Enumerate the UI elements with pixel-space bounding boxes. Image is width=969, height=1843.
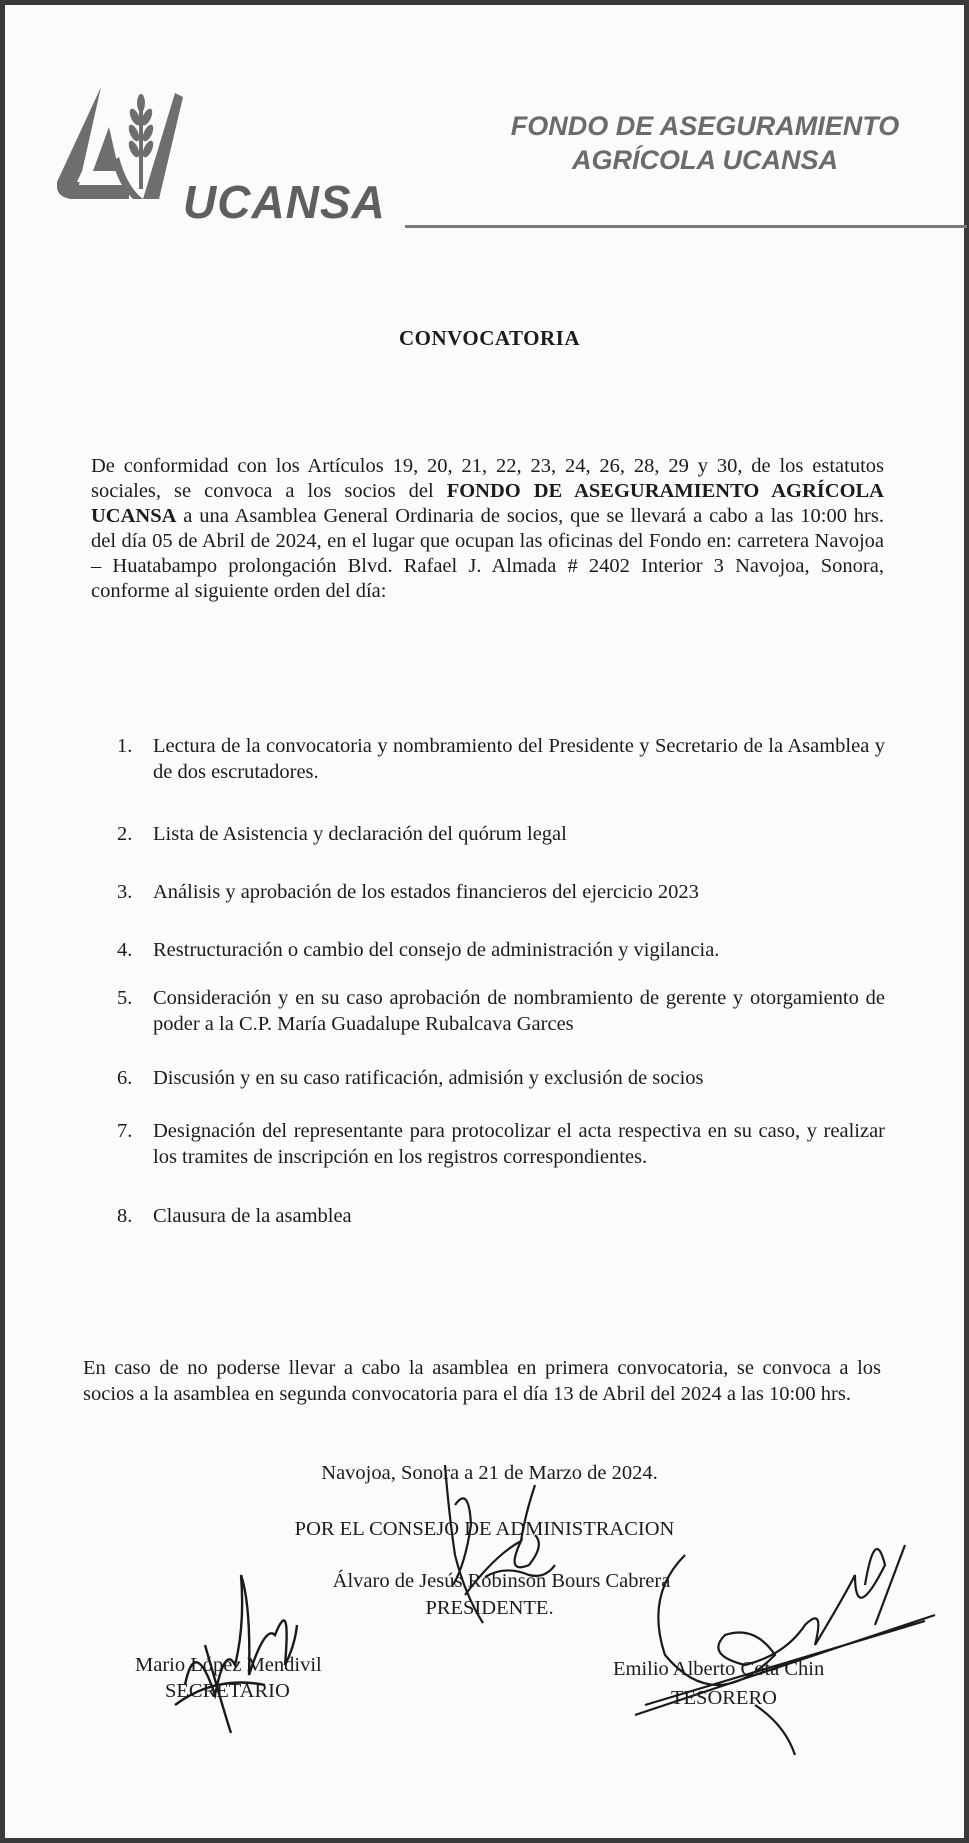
agenda-item-number: 2. [117,823,133,845]
agenda-item-text: Discusión y en su caso ratificación, admisión y exclusión de socios [153,1067,704,1089]
agenda-item-number: 3. [117,881,133,903]
agenda-item-number: 1. [117,735,133,757]
agenda-item-text: Consideración y en su caso aprobación de nombramiento de gerente y otorgamiento de poder a la C.P. María Guadalupe Rubalcava Garces [153,987,885,1035]
agenda-item [117,1065,885,1091]
agenda-item-text: Lista de Asistencia y declaración del quórum legal [153,823,567,845]
agenda-item-number: 4. [117,939,133,961]
agenda-item-text: Análisis y aprobación de los estados financieros del ejercicio 2023 [153,881,699,903]
agenda-item-text: Restructuración o cambio del consejo de administración y vigilancia. [153,939,720,961]
place-and-date: Navojoa, Sonora a 21 de Marzo de 2024. [321,1462,658,1484]
agenda-item-text: Clausura de la asamblea [153,1205,352,1227]
organization-name-line-1: FONDO DE ASEGURAMIENTO [510,111,900,141]
secretary-name: Mario López Mendivil [135,1654,322,1676]
agenda-item [117,821,885,847]
document-page [5,5,964,1838]
intro-text-start: De conformidad con los Artículos 19, 20, 21, 22, 23, 24, 26, 28, 29 y 30, de los estatutos sociales, se convoca a los socios del [91,455,884,502]
treasurer-signature [625,1505,945,1765]
president-title: PRESIDENTE. [425,1597,554,1619]
agenda-item [117,1203,885,1229]
agenda-item-number: 5. [117,987,133,1009]
council-heading: POR EL CONSEJO DE ADMINISTRACION [294,1518,675,1540]
wheat-logo-icon [57,87,197,227]
agenda-item-number: 7. [117,1120,133,1142]
president-name: Álvaro de Jesús Robinson Bours Cabrera [332,1570,671,1592]
agenda-item-text: Designación del representante para protocolizar el acta respectiva en su caso, y realizar los tramites de inscripción en los registros correspondientes. [153,1120,885,1168]
second-call-paragraph: En caso de no poderse llevar a cabo la asamblea en primera convocatoria, se convoca a los socios a la asamblea en segunda convocatoria para el día 13 de Abril del 2024 a las 10:00 hrs. [83,1357,881,1405]
intro-paragraph [91,454,884,604]
treasurer-title: TESORERO [671,1687,777,1709]
intro-bold-org: FONDO DE ASEGURAMIENTO AGRÍCOLA UCANSA [91,480,884,527]
agenda-item [117,879,885,905]
agenda-item [117,1118,885,1170]
agenda-item-text: Lectura de la convocatoria y nombramiento del Presidente y Secretario de la Asamblea y de dos escrutadores. [153,735,885,783]
brand-wordmark: UCANSA [183,176,386,228]
secretary-title: SECRETARIO [165,1680,290,1702]
agenda-item [117,733,885,785]
agenda-item-number: 8. [117,1205,133,1227]
organization-name-line-2: AGRÍCOLA UCANSA [572,145,838,175]
intro-text-end: a una Asamblea General Ordinaria de socios, que se llevará a cabo a las 10:00 hrs. del día 05 de Abril de 2024, en el lugar que ocupan las oficinas del Fondo en: carretera Navojoa – Huatabampo prolongación Blvd. Rafael J. Almada # 2402 Interior 3 Navojoa, Sonora, conforme al siguiente orden del día: [91,505,884,602]
document-title: CONVOCATORIA [399,326,580,350]
agenda-item [117,937,885,963]
treasurer-name: Emilio Alberto Cota Chin [613,1658,825,1680]
agenda-item [117,985,885,1037]
agenda-item-number: 6. [117,1067,133,1089]
organization-name [455,109,955,177]
letterhead-divider [405,225,967,228]
